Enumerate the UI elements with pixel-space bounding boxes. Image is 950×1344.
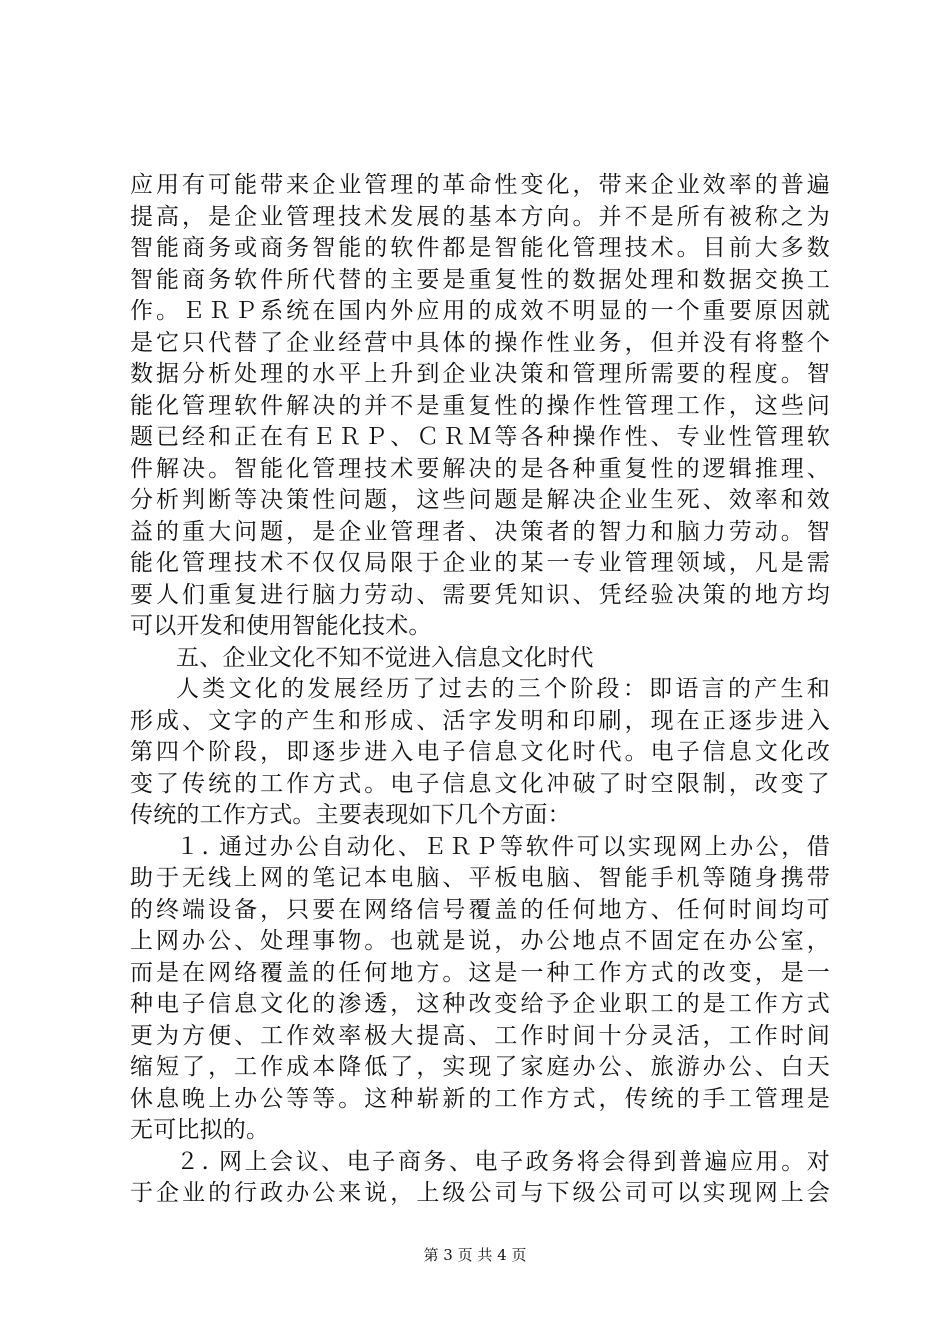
text-line: 助于无线上网的笔记本电脑、平板电脑、智能手机等随身携带 xyxy=(130,865,830,891)
body-text xyxy=(130,170,830,1210)
text-line: 五、企业文化不知不觉进入信息文化时代 xyxy=(176,644,594,671)
text-line: 要人们重复进行脑力劳动、需要凭知识、凭经验决策的地方均 xyxy=(130,581,830,608)
text-line: １. 通过办公自动化、ＥＲＰ等软件可以实现网上办公，借 xyxy=(176,833,830,860)
text-line: 传统的工作方式。主要表现如下几个方面： xyxy=(130,802,571,828)
text-line: 件解决。智能化管理技术要解决的是各种重复性的逻辑推理、 xyxy=(130,455,830,482)
text-line: 智能商务软件所代替的主要是重复性的数据处理和数据交换工 xyxy=(130,266,830,293)
text-line: 数据分析处理的水平上升到企业决策和管理所需要的程度。智 xyxy=(130,361,830,387)
text-line: 于企业的行政办公来说，上级公司与下级公司可以实现网上会 xyxy=(130,1180,830,1206)
page-footer xyxy=(0,1245,950,1265)
text-line: 应用有可能带来企业管理的革命性变化，带来企业效率的普遍 xyxy=(130,172,830,198)
text-line: 缩短了，工作成本降低了，实现了家庭办公、旅游办公、白天 xyxy=(130,1054,830,1080)
text-line: 更为方便、工作效率极大提高、工作时间十分灵活，工作时间 xyxy=(130,1022,830,1049)
text-line: 人类文化的发展经历了过去的三个阶段：即语言的产生和 xyxy=(176,676,830,702)
text-line: 能化管理软件解决的并不是重复性的操作性管理工作，这些问 xyxy=(130,392,830,419)
text-line: 是它只代替了企业经营中具体的操作性业务，但并没有将整个 xyxy=(130,329,830,356)
text-line: 休息晚上办公等等。这种崭新的工作方式，传统的手工管理是 xyxy=(130,1085,830,1112)
text-line: 能化管理技术不仅仅局限于企业的某一专业管理领域，凡是需 xyxy=(130,550,830,576)
text-line: 题已经和正在有ＥＲＰ、ＣＲＭ等各种操作性、专业性管理软 xyxy=(130,424,830,450)
text-line: 益的重大问题，是企业管理者、决策者的智力和脑力劳动。智 xyxy=(130,518,830,545)
page-number-label: 第 3 页 共 4 页 xyxy=(423,1246,527,1264)
text-line: 可以开发和使用智能化技术。 xyxy=(130,613,432,639)
text-line: 上网办公、处理事物。也就是说，办公地点不固定在办公室， xyxy=(130,928,830,954)
text-line: ２. 网上会议、电子商务、电子政务将会得到普遍应用。对 xyxy=(176,1148,830,1175)
text-line: 无可比拟的。 xyxy=(130,1117,270,1143)
text-line: 的终端设备，只要在网络信号覆盖的任何地方、任何时间均可 xyxy=(130,896,830,923)
text-line: 形成、文字的产生和形成、活字发明和印刷，现在正逐步进入 xyxy=(130,707,830,734)
text-line: 智能商务或商务智能的软件都是智能化管理技术。目前大多数 xyxy=(130,235,830,261)
text-line: 提高，是企业管理技术发展的基本方向。并不是所有被称之为 xyxy=(130,203,830,230)
text-line: 第四个阶段，即逐步进入电子信息文化时代。电子信息文化改 xyxy=(130,739,830,765)
text-line: 作。ＥＲＰ系统在国内外应用的成效不明显的一个重要原因就 xyxy=(130,298,830,324)
text-line: 变了传统的工作方式。电子信息文化冲破了时空限制，改变了 xyxy=(130,770,830,797)
text-line: 分析判断等决策性问题，这些问题是解决企业生死、效率和效 xyxy=(130,487,830,513)
text-line: 而是在网络覆盖的任何地方。这是一种工作方式的改变，是一 xyxy=(130,959,830,986)
text-line: 种电子信息文化的渗透，这种改变给予企业职工的是工作方式 xyxy=(130,991,830,1017)
